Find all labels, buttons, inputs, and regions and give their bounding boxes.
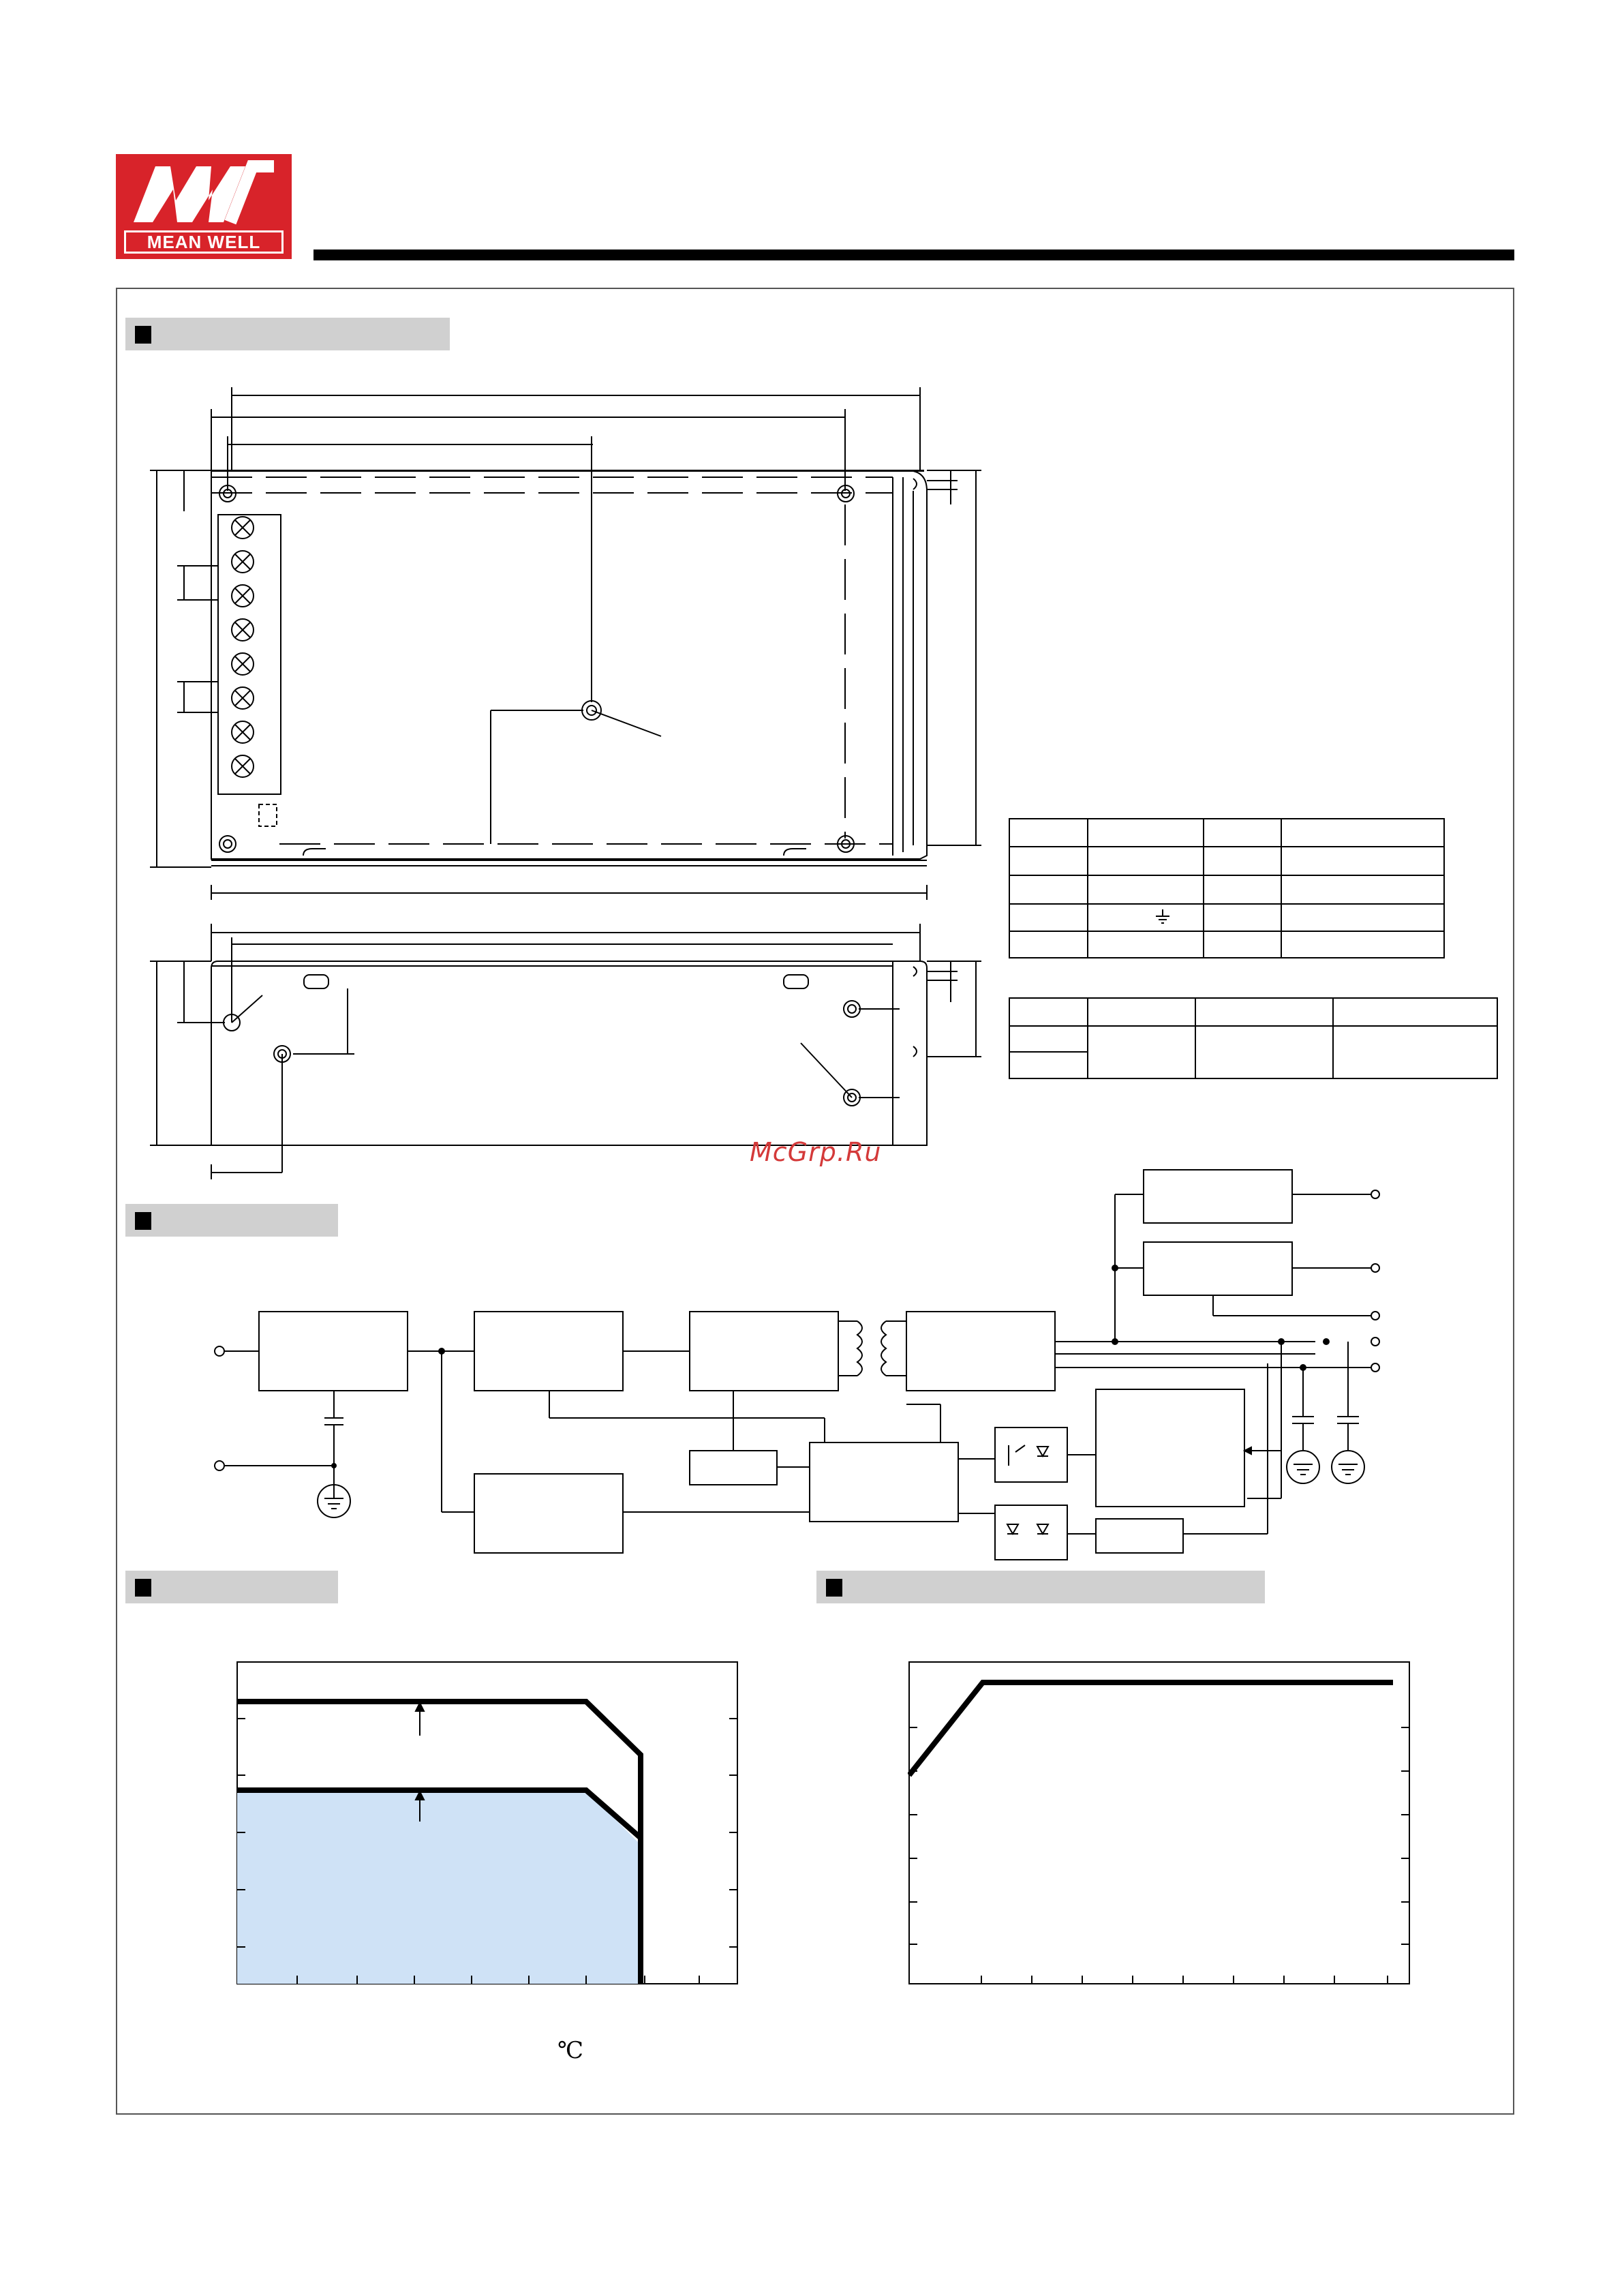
optocoupler-icon bbox=[995, 1505, 1067, 1560]
header-rule bbox=[313, 250, 1514, 260]
mounting-hole-icon bbox=[219, 485, 854, 852]
logo-text-frame bbox=[124, 230, 284, 254]
rectifier-filter-block bbox=[906, 1312, 1055, 1391]
mean-well-logo bbox=[116, 154, 292, 259]
temperature-unit-label: ℃ bbox=[557, 2037, 584, 2064]
earth-ground-icon bbox=[318, 1485, 350, 1517]
earth-ground-icon bbox=[1287, 1451, 1319, 1483]
optocoupler-icon bbox=[995, 1428, 1067, 1482]
derating-curve-chart bbox=[236, 1661, 740, 1988]
ground-icon bbox=[1156, 909, 1169, 923]
mw-logo-mark-icon bbox=[128, 160, 279, 228]
block-diagram bbox=[204, 1159, 1404, 1568]
ovp-block bbox=[1096, 1519, 1183, 1553]
rectifier-block bbox=[474, 1312, 623, 1391]
mechanical-drawing bbox=[136, 368, 1022, 1200]
derating-area bbox=[237, 1790, 641, 1984]
transformer-icon bbox=[838, 1321, 906, 1376]
section-bar-static bbox=[816, 1571, 1265, 1603]
static-characteristics-line bbox=[909, 1682, 1393, 1775]
section-marker-icon bbox=[135, 1212, 151, 1230]
switching-block bbox=[690, 1312, 838, 1391]
screw-terminal-icon bbox=[232, 517, 254, 777]
section-marker-icon bbox=[826, 1579, 842, 1597]
section-bar-derating bbox=[125, 1571, 338, 1603]
static-characteristics-chart bbox=[908, 1661, 1412, 1988]
pwm-control-block bbox=[810, 1442, 958, 1522]
emi-filter-block bbox=[259, 1312, 408, 1391]
dc-output-block-2 bbox=[1144, 1242, 1292, 1295]
section-marker-icon bbox=[135, 326, 151, 344]
earth-ground-icon bbox=[1332, 1451, 1364, 1483]
logo-text: MEAN WELL bbox=[147, 232, 261, 252]
aux-power-block bbox=[474, 1474, 623, 1553]
watermark: McGrp.Ru bbox=[750, 1137, 882, 1167]
section-bar-mechanical bbox=[125, 318, 450, 350]
section-marker-icon bbox=[135, 1579, 151, 1597]
terminal-pin-table bbox=[1009, 818, 1499, 1091]
sense-block bbox=[690, 1451, 777, 1485]
dc-output-block-1 bbox=[1144, 1170, 1292, 1223]
detection-circuit-block bbox=[1096, 1389, 1244, 1507]
